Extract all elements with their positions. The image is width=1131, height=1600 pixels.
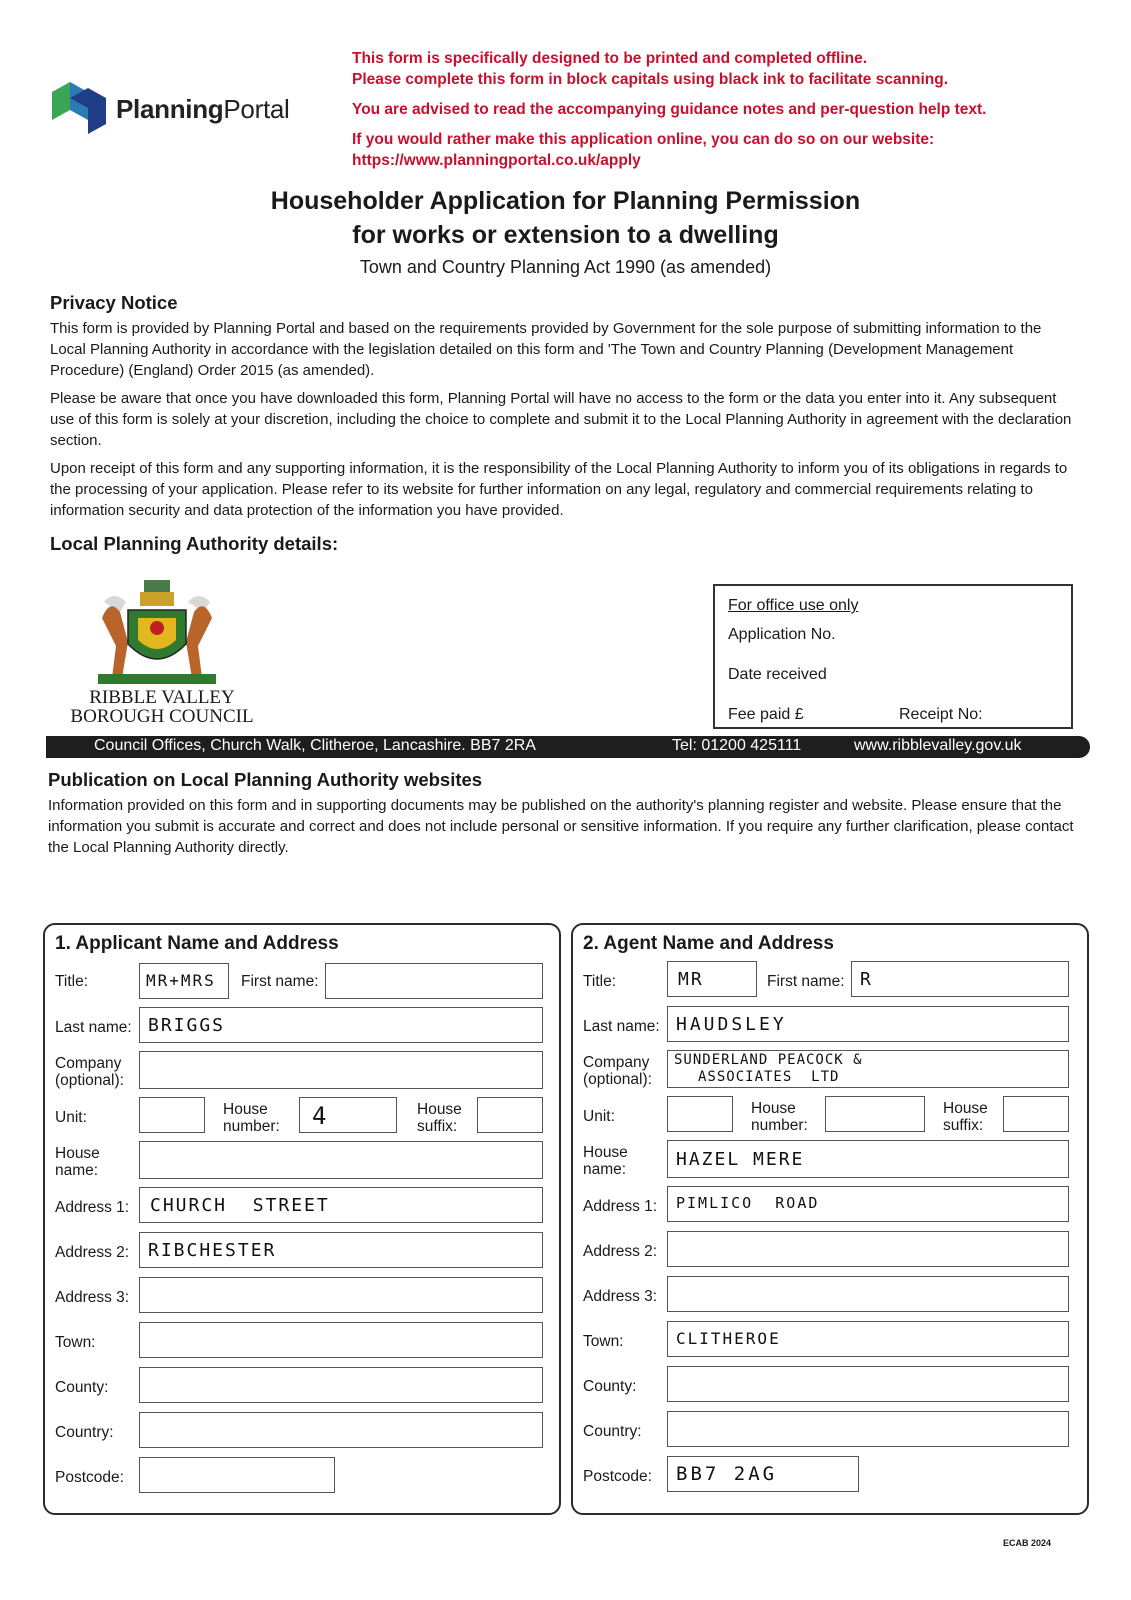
- agent-town-field[interactable]: CLITHEROE: [667, 1321, 1069, 1357]
- applicant-house-suffix-label-1: House: [417, 1101, 462, 1118]
- office-use-box: [713, 584, 1073, 729]
- agent-house-number-field[interactable]: [825, 1096, 925, 1132]
- applicant-house-suffix-field[interactable]: [477, 1097, 543, 1133]
- form-title-line1: Householder Application for Planning Permission: [270, 187, 861, 215]
- applicant-address1-field[interactable]: CHURCH STREET: [139, 1187, 543, 1223]
- agent-address1-field[interactable]: PIMLICO ROAD: [667, 1186, 1069, 1222]
- council-crest-icon: [82, 578, 232, 694]
- agent-address1-label: Address 1:: [583, 1198, 658, 1215]
- applicant-house-number-field[interactable]: 4: [299, 1097, 397, 1133]
- applicant-house-name-field[interactable]: [139, 1141, 543, 1179]
- privacy-heading: Privacy Notice: [50, 292, 178, 313]
- agent-unit-field[interactable]: [667, 1096, 733, 1132]
- agent-heading: 2. Agent Name and Address: [583, 933, 834, 954]
- office-date-received: Date received: [728, 666, 827, 683]
- applicant-address1-label: Address 1:: [55, 1199, 130, 1216]
- council-address: Council Offices, Church Walk, Clitheroe, Lancashire. BB7 2RA: [94, 737, 536, 754]
- planning-portal-logo-text: PlanningPortal: [116, 94, 290, 124]
- applicant-postcode-label: Postcode:: [55, 1469, 124, 1486]
- agent-house-suffix-label-1: House: [943, 1100, 988, 1117]
- agent-company-field[interactable]: SUNDERLAND PEACOCK & ASSOCIATES LTD: [667, 1050, 1069, 1088]
- agent-first-name-label: First name:: [767, 973, 845, 990]
- note-url[interactable]: https://www.planningportal.co.uk/apply: [352, 152, 641, 169]
- applicant-last-name-label: Last name:: [55, 1019, 132, 1036]
- agent-address2-label: Address 2:: [583, 1243, 658, 1260]
- agent-house-name-label-2: name:: [583, 1161, 627, 1178]
- applicant-address3-label: Address 3:: [55, 1289, 130, 1306]
- publication-text: Information provided on this form and in supporting documents may be published on the authority's planning register and website. Please ensure that the information you submit is accurate and correct and does not include personal or sensitive information. If you require any further clarification, please contact the Local Planning Authority directly.: [48, 797, 1074, 856]
- applicant-last-name-field[interactable]: BRIGGS: [139, 1007, 543, 1043]
- agent-address3-label: Address 3:: [583, 1288, 658, 1305]
- applicant-house-name-label-1: House: [55, 1145, 100, 1162]
- agent-last-name-label: Last name:: [583, 1018, 660, 1035]
- agent-title-label: Title:: [583, 973, 617, 990]
- agent-last-name-field[interactable]: HAUDSLEY: [667, 1006, 1069, 1042]
- office-receipt-no: Receipt No:: [899, 706, 983, 723]
- note-online: If you would rather make this application online, you can do so on our website:: [352, 131, 935, 148]
- applicant-country-field[interactable]: [139, 1412, 543, 1448]
- agent-first-name-field[interactable]: R: [851, 961, 1069, 997]
- applicant-country-label: Country:: [55, 1424, 114, 1441]
- office-use-heading: For office use only: [728, 597, 859, 614]
- note-guidance: You are advised to read the accompanying guidance notes and per-question help text.: [352, 101, 987, 118]
- applicant-title-field[interactable]: MR+MRS: [139, 963, 229, 999]
- form-code: ECAB 2024: [1003, 1538, 1052, 1548]
- note-block-capitals: Please complete this form in block capitals using black ink to facilitate scanning.: [352, 71, 949, 88]
- council-telephone: Tel: 01200 425111: [672, 737, 802, 754]
- applicant-address2-label: Address 2:: [55, 1244, 130, 1261]
- applicant-town-label: Town:: [55, 1334, 96, 1351]
- form-subtitle: Town and Country Planning Act 1990 (as amended): [359, 257, 772, 277]
- agent-company-label-1: Company: [583, 1054, 650, 1071]
- agent-county-label: County:: [583, 1378, 637, 1395]
- applicant-county-field[interactable]: [139, 1367, 543, 1403]
- agent-house-name-label-1: House: [583, 1144, 628, 1161]
- council-contact-bar: [46, 736, 1090, 758]
- applicant-title-label: Title:: [55, 973, 89, 990]
- agent-house-suffix-field[interactable]: [1003, 1096, 1069, 1132]
- applicant-unit-field[interactable]: [139, 1097, 205, 1133]
- council-name-line1: RIBBLE VALLEY: [89, 687, 235, 708]
- agent-country-field[interactable]: [667, 1411, 1069, 1447]
- privacy-paragraph-3: Upon receipt of this form and any supporting information, it is the responsibility of the Local Planning Authority to inform you of its obligations in regards to the processing of your application. Please refer to its website for further information on any legal, regulatory and commercial requirements relating to information security and data protection of the information you have provided.: [50, 460, 1068, 519]
- applicant-house-name-label-2: name:: [55, 1162, 99, 1179]
- agent-house-name-field[interactable]: HAZEL MERE: [667, 1140, 1069, 1178]
- office-application-no: Application No.: [728, 626, 836, 643]
- agent-house-suffix-label-2: suffix:: [943, 1117, 984, 1134]
- agent-title-field[interactable]: MR: [667, 961, 757, 997]
- applicant-address3-field[interactable]: [139, 1277, 543, 1313]
- applicant-panel: [43, 923, 561, 1515]
- agent-county-field[interactable]: [667, 1366, 1069, 1402]
- applicant-heading: 1. Applicant Name and Address: [55, 933, 339, 954]
- privacy-paragraph-1: This form is provided by Planning Portal and based on the requirements provided by Government for the sole purpose of submitting information to the Local Planning Authority in accordance with the legislation detailed on this form and 'The Town and Country Planning (Development Management Procedure) (England) Order 2015 (as amended).: [50, 320, 1042, 379]
- applicant-first-name-label: First name:: [241, 973, 319, 990]
- planning-portal-logo-icon: [48, 74, 106, 138]
- applicant-company-label-2: (optional):: [55, 1072, 124, 1089]
- agent-town-label: Town:: [583, 1333, 624, 1350]
- note-offline: This form is specifically designed to be printed and completed offline.: [352, 50, 868, 67]
- form-title-line2: for works or extension to a dwelling: [352, 221, 779, 249]
- agent-unit-label: Unit:: [583, 1108, 615, 1125]
- applicant-county-label: County:: [55, 1379, 109, 1396]
- applicant-company-field[interactable]: [139, 1051, 543, 1089]
- agent-country-label: Country:: [583, 1423, 642, 1440]
- applicant-house-suffix-label-2: suffix:: [417, 1118, 458, 1135]
- agent-address2-field[interactable]: [667, 1231, 1069, 1267]
- applicant-town-field[interactable]: [139, 1322, 543, 1358]
- applicant-company-label-1: Company: [55, 1055, 122, 1072]
- agent-house-number-label-2: number:: [751, 1117, 808, 1134]
- applicant-house-number-label-2: number:: [223, 1118, 280, 1135]
- applicant-address2-field[interactable]: RIBCHESTER: [139, 1232, 543, 1268]
- applicant-postcode-field[interactable]: [139, 1457, 335, 1493]
- council-name-line2: BOROUGH COUNCIL: [70, 706, 254, 727]
- applicant-first-name-field[interactable]: [325, 963, 543, 999]
- applicant-house-number-label-1: House: [223, 1101, 268, 1118]
- agent-address3-field[interactable]: [667, 1276, 1069, 1312]
- agent-company-label-2: (optional):: [583, 1071, 652, 1088]
- agent-house-number-label-1: House: [751, 1100, 796, 1117]
- agent-postcode-field[interactable]: BB7 2AG: [667, 1456, 859, 1492]
- privacy-paragraph-2: Please be aware that once you have downloaded this form, Planning Portal will have no access to the form or the data you enter into it. Any subsequent use of this form is solely at your discretion, including the choice to complete and submit it to the Local Planning Authority in agreement with the declaration section.: [50, 390, 1072, 449]
- office-fee-paid: Fee paid £: [728, 706, 804, 723]
- lpa-heading: Local Planning Authority details:: [50, 533, 339, 554]
- agent-postcode-label: Postcode:: [583, 1468, 652, 1485]
- council-website[interactable]: www.ribblevalley.gov.uk: [854, 737, 1022, 754]
- publication-heading: Publication on Local Planning Authority websites: [48, 769, 483, 790]
- agent-panel: [571, 923, 1089, 1515]
- applicant-unit-label: Unit:: [55, 1109, 87, 1126]
